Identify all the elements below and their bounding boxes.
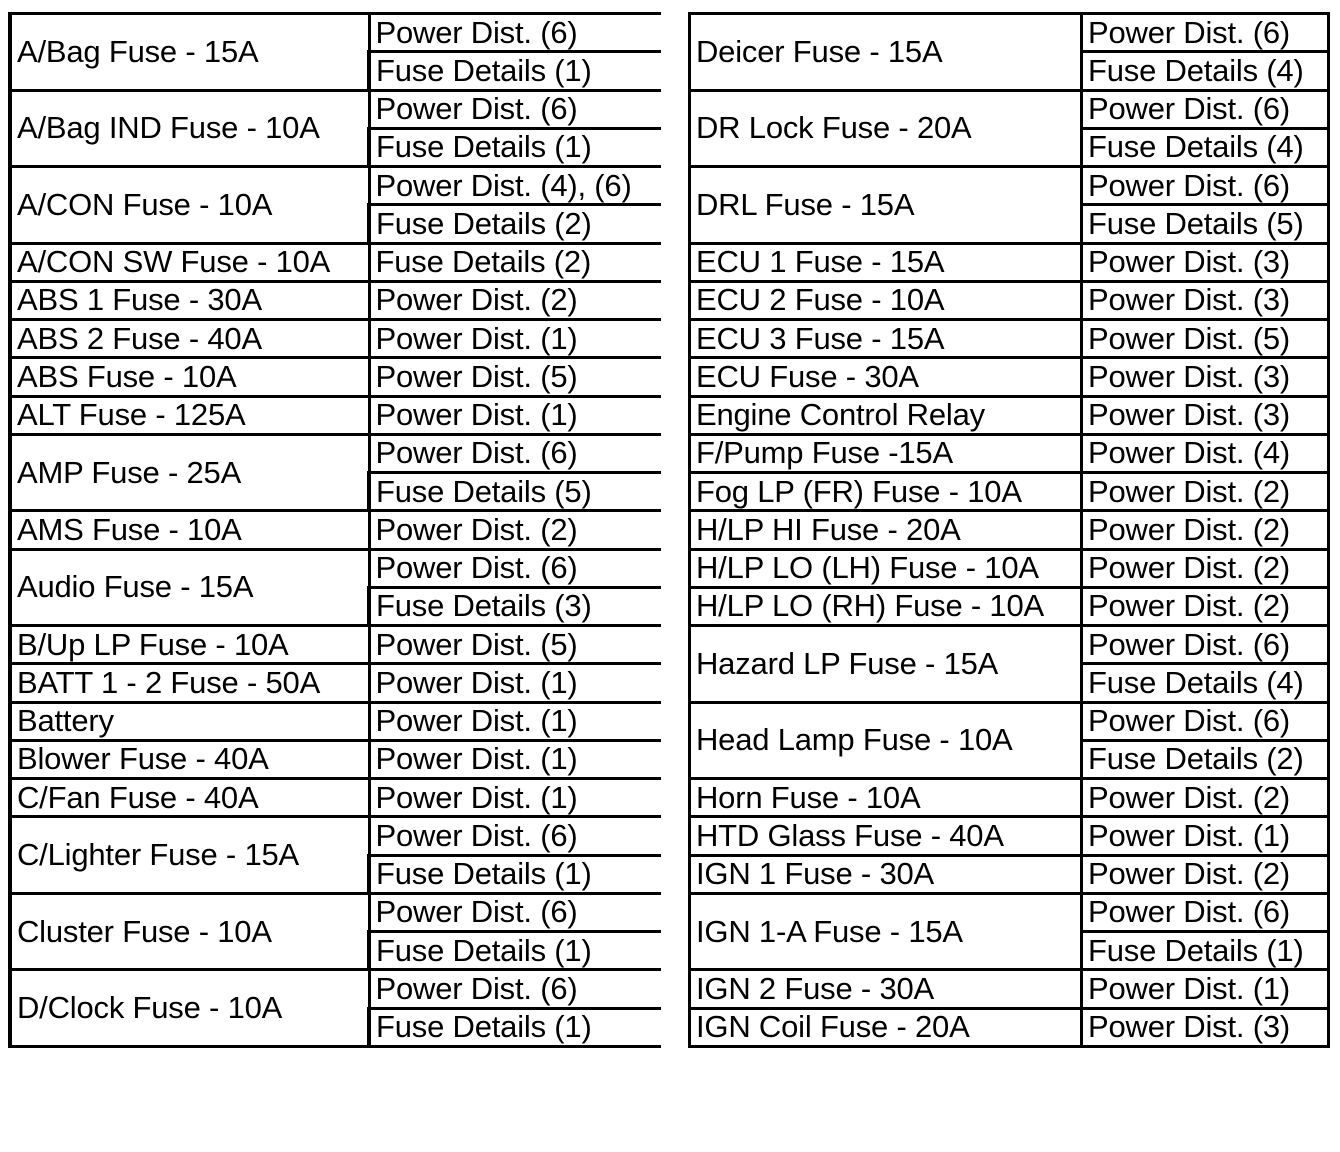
component-name-cell: IGN 1-A Fuse - 15A <box>690 893 1082 970</box>
table-row <box>690 434 1329 472</box>
reference-link[interactable]: Fuse Details (2) <box>369 205 663 243</box>
table-row <box>10 167 663 205</box>
table-row <box>10 702 663 740</box>
reference-link[interactable]: Fuse Details (5) <box>369 473 663 511</box>
table-row <box>690 167 1329 205</box>
component-name-cell: ECU 1 Fuse - 15A <box>690 243 1082 281</box>
component-name-cell: ECU 2 Fuse - 10A <box>690 281 1082 319</box>
component-name-cell: A/Bag Fuse - 15A <box>10 14 369 91</box>
reference-link[interactable]: Power Dist. (6) <box>1082 14 1329 52</box>
component-name-cell: IGN 2 Fuse - 30A <box>690 970 1082 1008</box>
component-name-cell: C/Fan Fuse - 40A <box>10 779 369 817</box>
table-row <box>690 779 1329 817</box>
reference-link[interactable]: Fuse Details (5) <box>1082 205 1329 243</box>
reference-link[interactable]: Power Dist. (1) <box>369 396 663 434</box>
component-name-cell: IGN 1 Fuse - 30A <box>690 855 1082 893</box>
component-name-cell: Fog LP (FR) Fuse - 10A <box>690 473 1082 511</box>
component-name-cell: Cluster Fuse - 10A <box>10 893 369 970</box>
reference-link[interactable]: Power Dist. (2) <box>1082 549 1329 587</box>
component-name-cell: AMS Fuse - 10A <box>10 511 369 549</box>
component-name-cell: ALT Fuse - 125A <box>10 396 369 434</box>
component-name-cell: H/LP LO (RH) Fuse - 10A <box>690 587 1082 625</box>
component-name-cell: ABS 1 Fuse - 30A <box>10 281 369 319</box>
table-row <box>690 587 1329 625</box>
table-row <box>10 664 663 702</box>
table-row <box>690 970 1329 1008</box>
component-index-table-left <box>8 12 665 1048</box>
component-name-cell: ECU Fuse - 30A <box>690 358 1082 396</box>
reference-link[interactable]: Power Dist. (1) <box>1082 970 1329 1008</box>
table-row <box>10 779 663 817</box>
table-row <box>690 893 1329 931</box>
reference-link[interactable]: Power Dist. (5) <box>369 358 663 396</box>
component-name-cell: ECU 3 Fuse - 15A <box>690 320 1082 358</box>
table-row <box>10 14 663 52</box>
reference-link[interactable]: Power Dist. (2) <box>369 281 663 319</box>
component-name-cell: Head Lamp Fuse - 10A <box>690 702 1082 779</box>
component-name-cell: H/LP LO (LH) Fuse - 10A <box>690 549 1082 587</box>
reference-link[interactable]: Fuse Details (1) <box>369 52 663 90</box>
component-name-cell: Battery <box>10 702 369 740</box>
reference-link[interactable]: Power Dist. (2) <box>1082 779 1329 817</box>
table-row <box>10 893 663 931</box>
reference-link[interactable]: Power Dist. (2) <box>1082 511 1329 549</box>
component-name-cell: Audio Fuse - 15A <box>10 549 369 626</box>
table-row <box>690 320 1329 358</box>
reference-link[interactable]: Power Dist. (6) <box>369 434 663 472</box>
table-row <box>10 549 663 587</box>
reference-link[interactable]: Power Dist. (1) <box>369 779 663 817</box>
component-name-cell: B/Up LP Fuse - 10A <box>10 626 369 664</box>
reference-link[interactable]: Power Dist. (5) <box>369 626 663 664</box>
table-row <box>10 740 663 778</box>
component-index-table-right <box>688 12 1330 1048</box>
component-name-cell: F/Pump Fuse -15A <box>690 434 1082 472</box>
table-row <box>10 358 663 396</box>
table-row <box>10 817 663 855</box>
component-name-cell: Engine Control Relay <box>690 396 1082 434</box>
component-name-cell: A/CON SW Fuse - 10A <box>10 243 369 281</box>
component-name-cell: HTD Glass Fuse - 40A <box>690 817 1082 855</box>
table-row <box>690 626 1329 664</box>
reference-link[interactable]: Power Dist. (1) <box>369 320 663 358</box>
component-name-cell: D/Clock Fuse - 10A <box>10 970 369 1047</box>
reference-link[interactable]: Power Dist. (6) <box>369 14 663 52</box>
reference-link[interactable]: Power Dist. (2) <box>1082 587 1329 625</box>
reference-link[interactable]: Power Dist. (6) <box>369 970 663 1008</box>
table-row <box>690 90 1329 128</box>
component-name-cell: H/LP HI Fuse - 20A <box>690 511 1082 549</box>
reference-link[interactable]: Fuse Details (1) <box>369 932 663 970</box>
table-row <box>690 243 1329 281</box>
reference-link[interactable]: Fuse Details (2) <box>369 243 663 281</box>
component-name-cell: Hazard LP Fuse - 15A <box>690 626 1082 703</box>
table-row <box>690 549 1329 587</box>
reference-link[interactable]: Power Dist. (6) <box>369 90 663 128</box>
table-row <box>10 281 663 319</box>
column-gap <box>661 12 688 1128</box>
reference-link[interactable]: Fuse Details (4) <box>1082 52 1329 90</box>
reference-link[interactable]: Power Dist. (4) <box>1082 434 1329 472</box>
reference-link[interactable]: Power Dist. (6) <box>369 893 663 931</box>
table-row <box>10 511 663 549</box>
table-row <box>10 626 663 664</box>
reference-link[interactable]: Power Dist. (5) <box>1082 320 1329 358</box>
reference-link[interactable]: Power Dist. (2) <box>369 511 663 549</box>
component-name-cell: A/Bag IND Fuse - 10A <box>10 90 369 167</box>
table-row <box>690 396 1329 434</box>
reference-link[interactable]: Power Dist. (6) <box>1082 167 1329 205</box>
reference-link[interactable]: Power Dist. (6) <box>1082 626 1329 664</box>
reference-link[interactable]: Fuse Details (4) <box>1082 664 1329 702</box>
reference-link[interactable]: Power Dist. (3) <box>1082 396 1329 434</box>
reference-link[interactable]: Power Dist. (6) <box>1082 893 1329 931</box>
reference-link[interactable]: Power Dist. (2) <box>1082 855 1329 893</box>
reference-link[interactable]: Power Dist. (3) <box>1082 1008 1329 1046</box>
component-name-cell: Blower Fuse - 40A <box>10 740 369 778</box>
reference-link[interactable]: Power Dist. (3) <box>1082 358 1329 396</box>
table-row <box>690 14 1329 52</box>
table-row <box>10 243 663 281</box>
reference-link[interactable]: Power Dist. (4), (6) <box>369 167 663 205</box>
component-name-cell: DRL Fuse - 15A <box>690 167 1082 244</box>
component-name-cell: DR Lock Fuse - 20A <box>690 90 1082 167</box>
reference-link[interactable]: Fuse Details (1) <box>369 128 663 166</box>
component-index-body-right <box>690 14 1329 1047</box>
table-row <box>10 396 663 434</box>
reference-link[interactable]: Fuse Details (2) <box>1082 740 1329 778</box>
table-row <box>690 1008 1329 1046</box>
reference-link[interactable]: Power Dist. (6) <box>1082 702 1329 740</box>
reference-link[interactable]: Power Dist. (1) <box>369 664 663 702</box>
reference-link[interactable]: Power Dist. (1) <box>369 740 663 778</box>
table-row <box>10 320 663 358</box>
reference-link[interactable]: Fuse Details (1) <box>369 855 663 893</box>
table-row <box>10 434 663 472</box>
component-name-cell: BATT 1 - 2 Fuse - 50A <box>10 664 369 702</box>
table-row <box>690 855 1329 893</box>
reference-link[interactable]: Fuse Details (1) <box>369 1008 663 1046</box>
component-name-cell: A/CON Fuse - 10A <box>10 167 369 244</box>
reference-link[interactable]: Fuse Details (4) <box>1082 128 1329 166</box>
component-name-cell: AMP Fuse - 25A <box>10 434 369 511</box>
component-name-cell: Horn Fuse - 10A <box>690 779 1082 817</box>
reference-link[interactable]: Power Dist. (3) <box>1082 243 1329 281</box>
component-name-cell: ABS Fuse - 10A <box>10 358 369 396</box>
component-name-cell: IGN Coil Fuse - 20A <box>690 1008 1082 1046</box>
table-row <box>10 970 663 1008</box>
reference-link[interactable]: Power Dist. (6) <box>369 549 663 587</box>
table-row <box>690 358 1329 396</box>
table-row <box>690 817 1329 855</box>
component-index-body-left <box>10 14 663 1047</box>
component-name-cell: C/Lighter Fuse - 15A <box>10 817 369 894</box>
table-row <box>10 90 663 128</box>
reference-link[interactable]: Power Dist. (1) <box>369 702 663 740</box>
table-row <box>690 702 1329 740</box>
reference-link[interactable]: Power Dist. (2) <box>1082 473 1329 511</box>
reference-link[interactable]: Fuse Details (3) <box>369 587 663 625</box>
reference-link[interactable]: Power Dist. (6) <box>369 817 663 855</box>
component-name-cell: ABS 2 Fuse - 40A <box>10 320 369 358</box>
component-name-cell: Deicer Fuse - 15A <box>690 14 1082 91</box>
reference-link[interactable]: Fuse Details (1) <box>1082 932 1329 970</box>
table-row <box>690 473 1329 511</box>
reference-link[interactable]: Power Dist. (3) <box>1082 281 1329 319</box>
reference-link[interactable]: Power Dist. (6) <box>1082 90 1329 128</box>
reference-link[interactable]: Power Dist. (1) <box>1082 817 1329 855</box>
table-row <box>690 281 1329 319</box>
table-row <box>690 511 1329 549</box>
